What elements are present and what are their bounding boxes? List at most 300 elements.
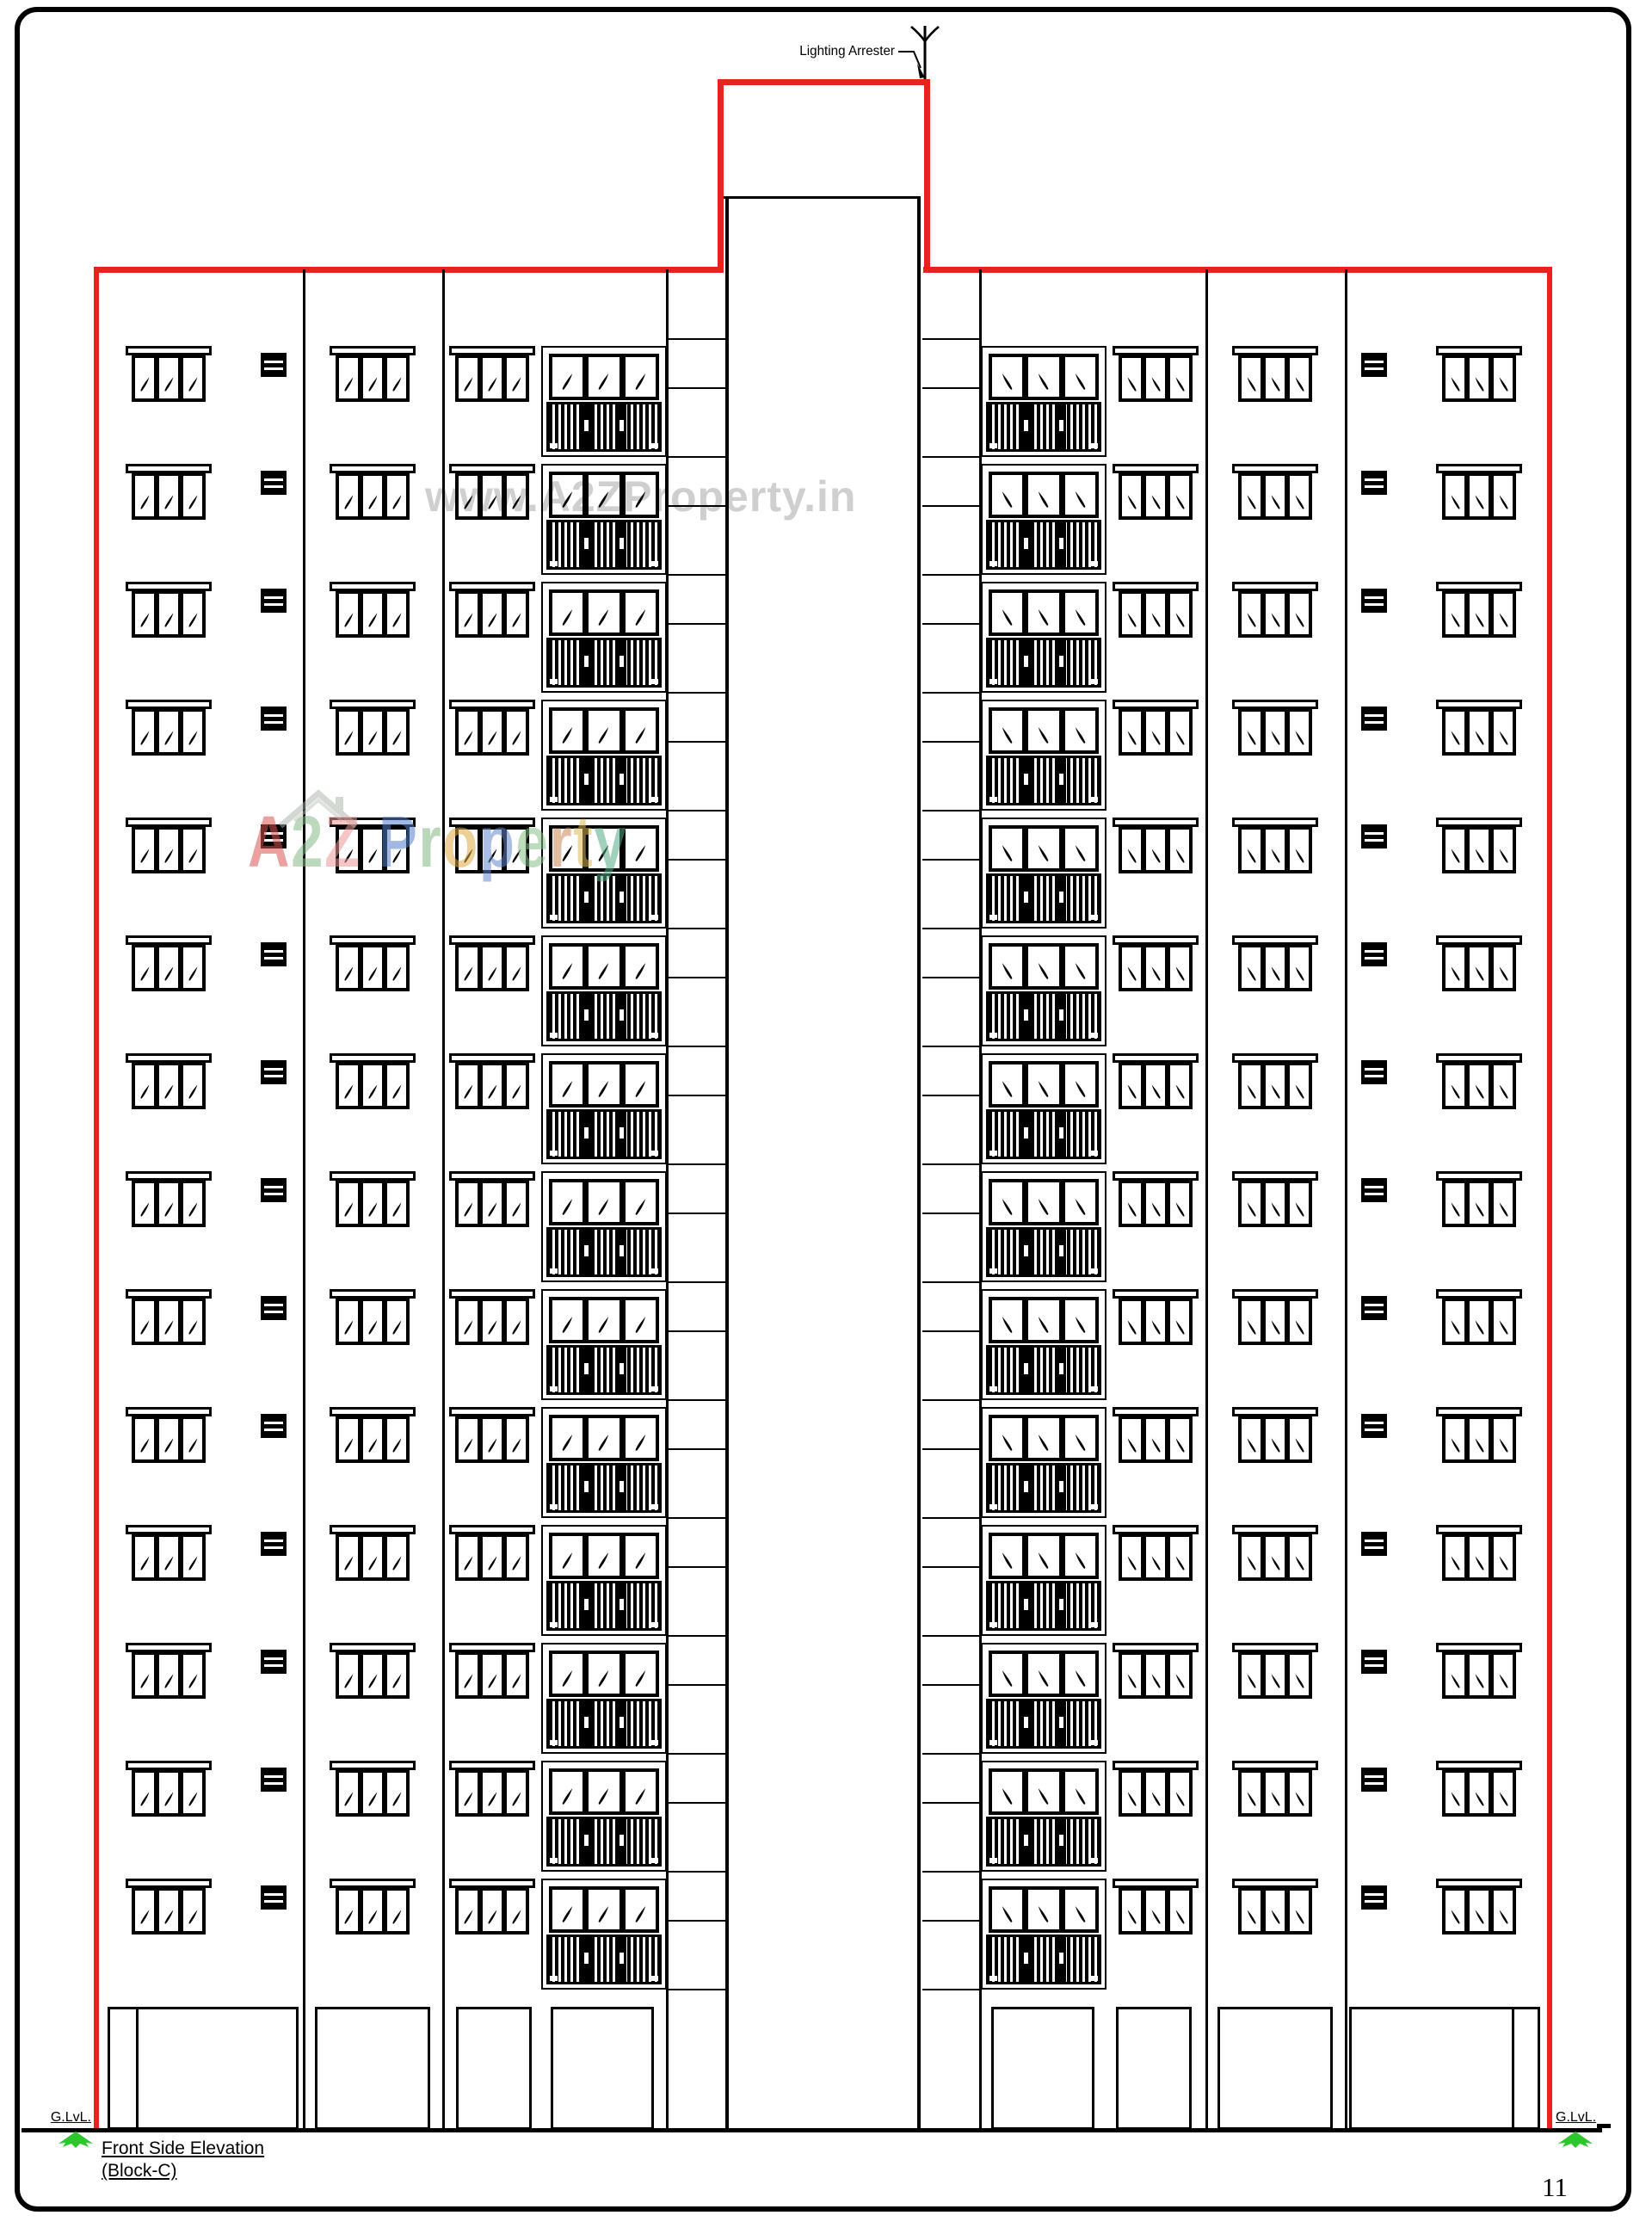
casement-glyph: [1270, 1555, 1281, 1571]
balcony-door-pane: [552, 1064, 583, 1104]
window-pane: [339, 594, 358, 634]
vent-grille: [1361, 471, 1387, 495]
stilt-column-line: [136, 2007, 139, 2130]
window-pane: [1494, 1301, 1513, 1342]
balcony-railing: [546, 1227, 662, 1277]
vent-grille: [1361, 589, 1387, 613]
casement-glyph: [1126, 1201, 1137, 1218]
window-pane: [1290, 712, 1309, 752]
window: [132, 1533, 206, 1581]
casement-glyph: [1498, 730, 1509, 746]
window-pane: [135, 1419, 154, 1459]
casement-glyph: [1150, 1791, 1162, 1807]
window-pane: [1290, 1655, 1309, 1695]
stilt-opening: [1116, 2007, 1192, 2130]
railing-post: [1057, 640, 1066, 685]
balcony-unit: [541, 346, 667, 457]
window: [1442, 1180, 1516, 1227]
balcony-doors: [989, 354, 1099, 400]
window-pane: [1170, 594, 1189, 634]
casement-glyph: [1126, 966, 1137, 982]
watermark-letter: r: [418, 801, 443, 882]
casement-glyph: [1246, 612, 1257, 628]
railing-post: [1057, 1701, 1066, 1746]
railing-post: [617, 1348, 626, 1392]
window: [455, 1887, 529, 1935]
window: [1442, 708, 1516, 756]
casement-glyph: [367, 966, 379, 982]
casement-glyph: [1037, 1552, 1050, 1570]
casement-glyph: [163, 1791, 175, 1807]
balcony-railing: [546, 991, 662, 1041]
railing-corner: [650, 1151, 658, 1156]
lift-core-wall-right: [917, 196, 921, 2130]
railing-post: [582, 758, 591, 803]
casement-glyph: [1450, 966, 1461, 982]
casement-glyph: [188, 1201, 199, 1218]
casement-glyph: [1474, 376, 1485, 392]
window-pane: [339, 358, 358, 398]
balcony-unit: [981, 1053, 1106, 1164]
stair-landing-line: [922, 1399, 979, 1401]
casement-glyph: [1074, 1434, 1087, 1452]
casement-glyph: [1150, 494, 1162, 510]
casement-glyph: [139, 1673, 151, 1689]
casement-glyph: [1246, 376, 1257, 392]
window: [1238, 708, 1312, 756]
railing-corner: [1090, 1386, 1098, 1392]
casement-glyph: [139, 730, 151, 746]
casement-glyph: [1150, 1437, 1162, 1453]
vent-grille: [1361, 1414, 1387, 1438]
railing-corner: [650, 1386, 658, 1392]
railing-post: [1057, 404, 1066, 449]
railing-post: [582, 1701, 591, 1746]
balcony-door-pane: [589, 1890, 619, 1929]
window-pane: [135, 1537, 154, 1577]
casement-glyph: [634, 1905, 647, 1923]
casement-glyph: [1001, 726, 1014, 744]
window-pane: [1122, 358, 1141, 398]
bay-divider-line: [1205, 269, 1208, 2130]
casement-glyph: [188, 730, 199, 746]
casement-glyph: [1294, 1083, 1305, 1100]
balcony-doors: [989, 825, 1099, 872]
balcony-door-pane: [626, 1772, 656, 1811]
casement-glyph: [634, 608, 647, 626]
balcony-railing: [986, 1345, 1101, 1395]
stair-landing-line: [669, 387, 725, 389]
building-edge-right: [1547, 267, 1552, 2130]
window-pane: [1146, 1537, 1165, 1577]
window: [1119, 1887, 1193, 1935]
railing-corner: [1090, 1151, 1098, 1156]
stair-landing-line: [922, 1213, 979, 1214]
casement-glyph: [1294, 966, 1305, 982]
casement-glyph: [597, 1434, 610, 1452]
window-pane: [1146, 830, 1165, 870]
window-pane: [483, 712, 502, 752]
window-pane: [183, 358, 202, 398]
roof-parapet-line-right: [923, 267, 1552, 273]
window: [1119, 1298, 1193, 1345]
casement-glyph: [634, 1198, 647, 1216]
window-pane: [387, 1301, 406, 1342]
railing-post: [1057, 758, 1066, 803]
stair-landing-line: [922, 1802, 979, 1804]
stair-landing-line: [922, 1753, 979, 1755]
casement-glyph: [511, 1083, 522, 1100]
window-pane: [1494, 1537, 1513, 1577]
casement-glyph: [1270, 1437, 1281, 1453]
window-pane: [1146, 476, 1165, 516]
balcony-unit: [541, 582, 667, 693]
stair-landing-line: [669, 1281, 725, 1283]
balcony-door-pane: [626, 947, 656, 986]
window-pane: [135, 947, 154, 988]
window: [132, 1887, 206, 1935]
watermark-url: www.A2ZProperty.in: [425, 472, 857, 521]
balcony-railing: [986, 1109, 1101, 1159]
window: [1119, 1416, 1193, 1463]
casement-glyph: [1450, 1201, 1461, 1218]
casement-glyph: [1498, 1437, 1509, 1453]
watermark-letter: Z: [324, 801, 361, 882]
railing-corner: [989, 1858, 997, 1863]
casement-glyph: [463, 730, 474, 746]
casement-glyph: [1294, 848, 1305, 864]
casement-glyph: [139, 1319, 151, 1336]
casement-glyph: [1474, 730, 1485, 746]
watermark-letter: [361, 801, 379, 882]
casement-glyph: [1294, 1201, 1305, 1218]
railing-post: [582, 994, 591, 1039]
window-pane: [363, 476, 382, 516]
watermark-letter: P: [379, 801, 419, 882]
casement-glyph: [1126, 1083, 1137, 1100]
casement-glyph: [163, 376, 175, 392]
casement-glyph: [1270, 1083, 1281, 1100]
window-pane: [1146, 1301, 1165, 1342]
casement-glyph: [1126, 1909, 1137, 1925]
window-pane: [507, 947, 526, 988]
casement-glyph: [139, 1083, 151, 1100]
stair-landing-line: [669, 1046, 725, 1047]
window-pane: [1266, 1065, 1285, 1106]
window: [1119, 355, 1193, 402]
railing-post: [617, 1583, 626, 1628]
window-pane: [339, 712, 358, 752]
watermark-letter: r: [549, 801, 574, 882]
casement-glyph: [1474, 1083, 1485, 1100]
balcony-doors: [989, 943, 1099, 990]
window: [1442, 1769, 1516, 1817]
casement-glyph: [511, 1201, 522, 1218]
casement-glyph: [1450, 376, 1461, 392]
casement-glyph: [1270, 1673, 1281, 1689]
balcony-railing: [546, 520, 662, 570]
casement-glyph: [163, 730, 175, 746]
balcony-unit: [541, 1525, 667, 1636]
casement-glyph: [597, 1787, 610, 1805]
balcony-railing: [986, 1581, 1101, 1631]
railing-corner: [1090, 1740, 1098, 1745]
ground-marker-left-icon: [59, 2132, 93, 2149]
stair-landing-line: [922, 810, 979, 811]
casement-glyph: [1246, 966, 1257, 982]
balcony-door-pane: [992, 1418, 1022, 1458]
stair-landing-line: [922, 574, 979, 576]
watermark-letter: 2: [291, 801, 325, 882]
window-pane: [483, 1773, 502, 1813]
casement-glyph: [1037, 1787, 1050, 1805]
balcony-door-pane: [552, 1300, 583, 1340]
window: [455, 1180, 529, 1227]
window: [132, 590, 206, 638]
casement-glyph: [511, 1909, 522, 1925]
window: [132, 1180, 206, 1227]
casement-glyph: [1174, 1201, 1186, 1218]
window-pane: [159, 594, 178, 634]
casement-glyph: [463, 1083, 474, 1100]
vent-grille: [261, 1296, 287, 1320]
stair-landing-line: [669, 456, 725, 458]
window-pane: [483, 1301, 502, 1342]
casement-glyph: [597, 1552, 610, 1570]
casement-glyph: [1074, 1552, 1087, 1570]
window-pane: [1242, 712, 1261, 752]
casement-glyph: [1126, 848, 1137, 864]
window-pane: [183, 830, 202, 870]
window-pane: [1122, 712, 1141, 752]
window-pane: [1290, 476, 1309, 516]
casement-glyph: [367, 1437, 379, 1453]
casement-glyph: [343, 1437, 354, 1453]
window-pane: [1470, 1419, 1489, 1459]
window-pane: [1494, 1183, 1513, 1224]
casement-glyph: [1001, 1552, 1014, 1570]
balcony-door-pane: [552, 593, 583, 633]
vent-grille: [261, 353, 287, 377]
balcony-doors: [549, 589, 659, 636]
window-pane: [1290, 947, 1309, 988]
casement-glyph: [343, 1909, 354, 1925]
railing-post: [617, 1112, 626, 1157]
railing-post: [617, 1466, 626, 1510]
vent-grille: [1361, 1885, 1387, 1910]
balcony-door-pane: [552, 1418, 583, 1458]
casement-glyph: [343, 494, 354, 510]
casement-glyph: [1474, 1673, 1485, 1689]
window-pane: [339, 1891, 358, 1931]
vent-grille: [261, 942, 287, 966]
casement-glyph: [163, 1201, 175, 1218]
casement-glyph: [1294, 1909, 1305, 1925]
stilt-opening: [991, 2007, 1094, 2130]
casement-glyph: [487, 612, 498, 628]
railing-post: [582, 404, 591, 449]
window: [1238, 1416, 1312, 1463]
casement-glyph: [1270, 848, 1281, 864]
balcony-door-pane: [992, 829, 1022, 868]
window-pane: [387, 594, 406, 634]
railing-corner: [989, 1033, 997, 1038]
casement-glyph: [511, 1319, 522, 1336]
window-pane: [183, 1655, 202, 1695]
page-number: 11: [1542, 2172, 1568, 2202]
balcony-door-pane: [589, 1772, 619, 1811]
balcony-door-pane: [992, 947, 1022, 986]
casement-glyph: [1270, 1791, 1281, 1807]
window-pane: [1494, 1065, 1513, 1106]
window-pane: [159, 1183, 178, 1224]
window-pane: [1446, 712, 1464, 752]
window-pane: [159, 1065, 178, 1106]
railing-post: [1057, 1819, 1066, 1864]
casement-glyph: [1246, 1791, 1257, 1807]
casement-glyph: [1001, 373, 1014, 391]
casement-glyph: [139, 1909, 151, 1925]
railing-corner: [550, 1976, 558, 1981]
window-pane: [1122, 1773, 1141, 1813]
casement-glyph: [163, 1673, 175, 1689]
stair-landing-line: [669, 1095, 725, 1096]
window: [336, 472, 410, 520]
casement-glyph: [1270, 612, 1281, 628]
window-pane: [1242, 594, 1261, 634]
railing-corner: [989, 797, 997, 802]
casement-glyph: [1074, 726, 1087, 744]
casement-glyph: [188, 1791, 199, 1807]
balcony-railing: [546, 1699, 662, 1749]
window-pane: [387, 1537, 406, 1577]
balcony-railing: [986, 638, 1101, 688]
casement-glyph: [1246, 494, 1257, 510]
balcony-doors: [989, 1061, 1099, 1108]
railing-corner: [650, 1504, 658, 1509]
stair-landing-line: [669, 1448, 725, 1450]
stair-landing-line: [922, 387, 979, 389]
casement-glyph: [1450, 1437, 1461, 1453]
stair-landing-line: [922, 1448, 979, 1450]
vent-grille: [1361, 824, 1387, 848]
casement-glyph: [343, 1555, 354, 1571]
window-pane: [1290, 1537, 1309, 1577]
railing-corner: [1090, 1976, 1098, 1981]
casement-glyph: [1174, 1791, 1186, 1807]
casement-glyph: [1126, 612, 1137, 628]
window-pane: [1470, 1183, 1489, 1224]
casement-glyph: [634, 1080, 647, 1098]
casement-glyph: [1498, 612, 1509, 628]
stilt-opening: [315, 2007, 430, 2130]
watermark-letter: o: [442, 801, 479, 882]
balcony-door-pane: [589, 711, 619, 750]
casement-glyph: [1474, 612, 1485, 628]
balcony-door-pane: [992, 711, 1022, 750]
watermark-letter: p: [478, 801, 516, 882]
window-pane: [1290, 1773, 1309, 1813]
railing-corner: [550, 561, 558, 566]
casement-glyph: [561, 373, 574, 391]
window-pane: [1170, 1773, 1189, 1813]
window-pane: [483, 1891, 502, 1931]
window: [132, 355, 206, 402]
window: [1119, 944, 1193, 991]
window-pane: [363, 1419, 382, 1459]
window: [1238, 1887, 1312, 1935]
casement-glyph: [188, 1083, 199, 1100]
window-pane: [1470, 1655, 1489, 1695]
window-pane: [339, 1065, 358, 1106]
window: [1119, 1062, 1193, 1109]
balcony-door-pane: [589, 1064, 619, 1104]
window-pane: [1446, 1773, 1464, 1813]
casement-glyph: [1150, 1555, 1162, 1571]
casement-glyph: [1074, 608, 1087, 626]
casement-glyph: [1246, 1555, 1257, 1571]
railing-post: [1021, 994, 1031, 1039]
casement-glyph: [634, 1434, 647, 1452]
window-pane: [159, 358, 178, 398]
railing-corner: [989, 1504, 997, 1509]
window-pane: [159, 1301, 178, 1342]
window-pane: [459, 1537, 478, 1577]
casement-glyph: [1174, 1909, 1186, 1925]
window-pane: [159, 1773, 178, 1813]
window-pane: [135, 1891, 154, 1931]
balcony-doors: [989, 1651, 1099, 1697]
window-pane: [507, 1537, 526, 1577]
casement-glyph: [561, 726, 574, 744]
casement-glyph: [1474, 966, 1485, 982]
casement-glyph: [1450, 730, 1461, 746]
window-pane: [1290, 594, 1309, 634]
casement-glyph: [139, 1555, 151, 1571]
window: [1238, 944, 1312, 991]
window: [336, 1298, 410, 1345]
stair-landing-line: [922, 1871, 979, 1873]
window-pane: [387, 476, 406, 516]
railing-post: [1057, 1937, 1066, 1982]
casement-glyph: [1270, 1201, 1281, 1218]
balcony-unit: [981, 1171, 1106, 1282]
casement-glyph: [1174, 730, 1186, 746]
railing-post: [617, 404, 626, 449]
casement-glyph: [1246, 848, 1257, 864]
balcony-unit: [981, 1289, 1106, 1400]
window: [336, 1180, 410, 1227]
window-pane: [1446, 1419, 1464, 1459]
window-pane: [1146, 1065, 1165, 1106]
railing-post: [1021, 1348, 1031, 1392]
balcony-railing: [986, 1817, 1101, 1867]
casement-glyph: [391, 966, 403, 982]
casement-glyph: [561, 608, 574, 626]
casement-glyph: [511, 1437, 522, 1453]
casement-glyph: [188, 494, 199, 510]
railing-corner: [989, 1740, 997, 1745]
window-pane: [507, 1065, 526, 1106]
stair-landing-line: [669, 1989, 725, 1990]
railing-post: [1057, 1466, 1066, 1510]
railing-post: [1057, 1230, 1066, 1274]
balcony-door-pane: [1065, 947, 1095, 986]
casement-glyph: [139, 1201, 151, 1218]
casement-glyph: [1450, 848, 1461, 864]
casement-glyph: [1294, 1673, 1305, 1689]
window-pane: [483, 947, 502, 988]
